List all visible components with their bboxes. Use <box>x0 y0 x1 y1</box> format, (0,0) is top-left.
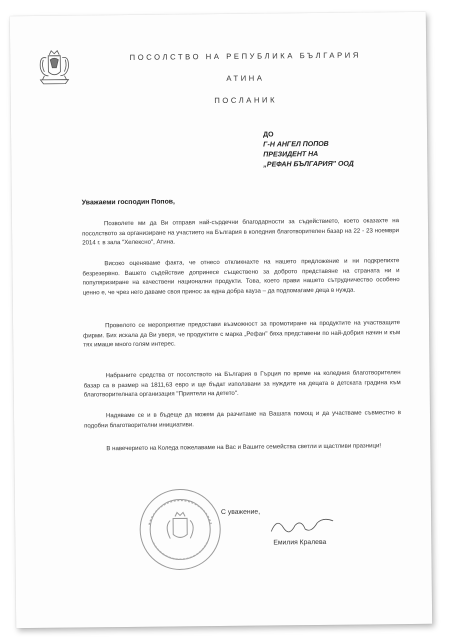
addressee-block <box>263 130 354 171</box>
sender-title: ПОСЛАНИК <box>214 95 278 106</box>
paragraph: В навечерието на Коледа пожелаваме на Вас и Вашите семейства светли и щастливи празници! <box>106 442 382 453</box>
coat-of-arms-icon <box>34 46 74 90</box>
official-stamp-icon <box>137 486 224 573</box>
paragraph: Провелото се мероприятие предостави възможност за промотиране на продуктите на участващите фирми. Бих искала да Ви уверя, че продуктите с марка „Рефан" бяха представени по най-добрия начин и към тях имаше много голям интерес. <box>83 319 401 349</box>
salutation: Уважаеми господин Попов, <box>81 198 175 207</box>
addressee-company: „РЕФАН БЪЛГАРИЯ" ООД <box>263 160 354 169</box>
letter-page <box>10 12 432 628</box>
paragraph: Надяваме се и в бъдеще да можем да разчитаме на Вашата помощ и да участваме съвместно в подобни благотворителни инициативи. <box>84 409 402 429</box>
embassy-name: ПОСОЛСТВО НА РЕПУБЛИКА БЪЛГАРИЯ <box>129 50 361 62</box>
paragraph: Високо оценяваме факта, че отнесо откликнахте на нашето предложение и ни подкрепихте безрезервно. Вашето съдействие допринесе съществено за доброто представяне на страната ни и популяризиране на качествени национални продукти. Това, което прави нашето сътрудничество особено ценно е, че чрез него даваме своя принос за една добра кауза – да подпомагаме деца в нужда. <box>82 257 400 296</box>
addressee-position: ПРЕЗИДЕНТ НА <box>263 150 319 159</box>
signer-name: Емилия Кралева <box>273 538 327 547</box>
addressee-to: ДО <box>263 131 274 139</box>
signature-icon <box>267 513 337 538</box>
addressee-name: Г-Н АНГЕЛ ПОПОВ <box>263 140 329 149</box>
paragraph: Позволете ми да Ви отправя най-сърдечни благодарности за съдействието, което оказахте на посолството за организиране на участието на България в коледния благотворителен базар на 22 - 23 ноември 2014 г. в зала "Хелексно", Атина. <box>82 217 400 247</box>
city-name: АТИНА <box>226 73 265 83</box>
closing-phrase: С уважение, <box>220 508 261 517</box>
paragraph: Набраните средства от посолството на България в Гърция по време на коледния благотворителен базар са в размер на 1811,63 евро и ще бъдат използвани за нуждите на децата в детската градина към благотворителната организация "Приятели на детето". <box>83 369 401 399</box>
